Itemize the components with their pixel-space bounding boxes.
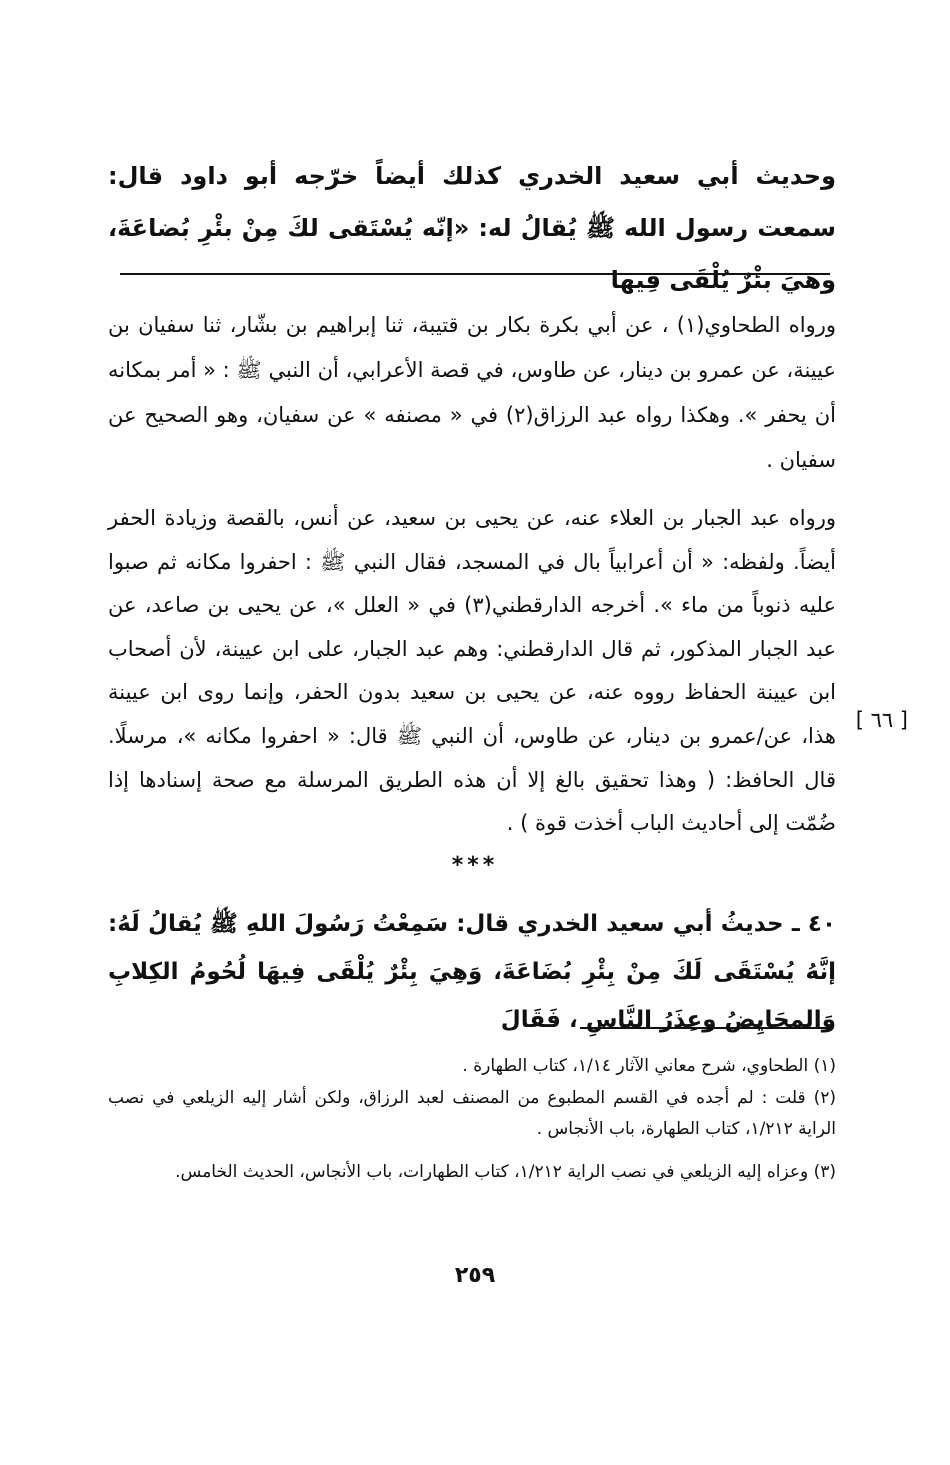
footnote-2: (٢) قلت : لم أجده في القسم المطبوع من المصنف لعبد الرزاق، ولكن أشار إليه الزيلعي في نصب الراية ١/٢١٢، كتاب الطهارة، باب الأنجاس . <box>108 1088 836 1139</box>
footnote-3: (٣) وعزاه إليه الزيلعي في نصب الراية ١/٢١٢، كتاب الطهارات، باب الأنجاس، الحديث الخامس. <box>175 1162 836 1182</box>
paragraph-abd-al-jabbar: ورواه عبد الجبار بن العلاء عنه، عن يحيى بن سعيد، عن أنس، بالقصة وزيادة الحفر أيضاً. ولفظه: « أن أعرابياً بال في المسجد، فقال النبي ﷺ : احفروا مكانه ثم صبوا عليه ذنوباً من ماء ». أخرجه الدارقطني(٣) في « العلل »، عن يحيى بن صاعد، عن عبد الجبار المذكور، ثم قال الدارقطني: وهم عبد الجبار، على ابن عيينة، لأن أصحاب ابن عيينة الحفاظ رووه عنه، عن يحيى بن سعيد بدون الحفر، وإنما روى ابن عيينة هذا، عن/عمرو بن دينار، عن طاوس، أن النبي ﷺ قال: « احفروا مكانه »، مرسلًا. قال الحافظ: ( وهذا تحقيق بالغ إلا أن هذه الطريق المرسلة مع صحة إسنادها إذا ضُمّت إلى أحاديث الباب أخذت قوة ) . <box>108 506 836 836</box>
margin-page-marker: [ ٦٦ ] <box>855 708 908 732</box>
carryover-text: وحديث أبي سعيد الخدري كذلك أيضاً خرّجه أبو داود قال: سمعت رسول الله ﷺ يُقالُ له: «إنّه يُسْتَقى لكَ مِنْ بئْرِ بُضاعَةَ، وهيَ بئْرٌ يُلْقَى فِيها <box>108 162 836 294</box>
footnote-divider <box>580 1027 832 1029</box>
footnote-1: (١) الطحاوي، شرح معاني الآثار ١/١٤، كتاب الطهارة . <box>462 1056 836 1076</box>
page-number: ٢٥٩ <box>454 1263 496 1288</box>
top-divider <box>120 273 830 275</box>
hadith-40-heading: ٤٠ ـ حديثُ أبي سعيد الخدري قال: سَمِعْتُ رَسُولَ اللهِ ﷺ يُقالُ لَهُ: إنَّهُ يُسْتَقَى لَكَ مِنْ بِئْرِ بُضَاعَةَ، وَهِيَ بِئْرٌ يُلْقَى فِيهَا لُحُومُ الكِلابِ وَالمحَايِضُ وعِذَرُ النَّاسِ ، فَقَالَ <box>108 911 836 1033</box>
section-separator: *** <box>451 853 499 878</box>
paragraph-tahawi: ورواه الطحاوي(١) ، عن أبي بكرة بكار بن قتيبة، ثنا إبراهيم بن بشّار، ثنا سفيان بن عيينة، عن عمرو بن دينار، عن طاوس، في قصة الأعرابي، أن النبي ﷺ : « أمر بمكانه أن يحفر ». وهكذا رواه عبد الرزاق(٢) في « مصنفه » عن سفيان، وهو الصحيح عن سفيان . <box>108 313 836 472</box>
